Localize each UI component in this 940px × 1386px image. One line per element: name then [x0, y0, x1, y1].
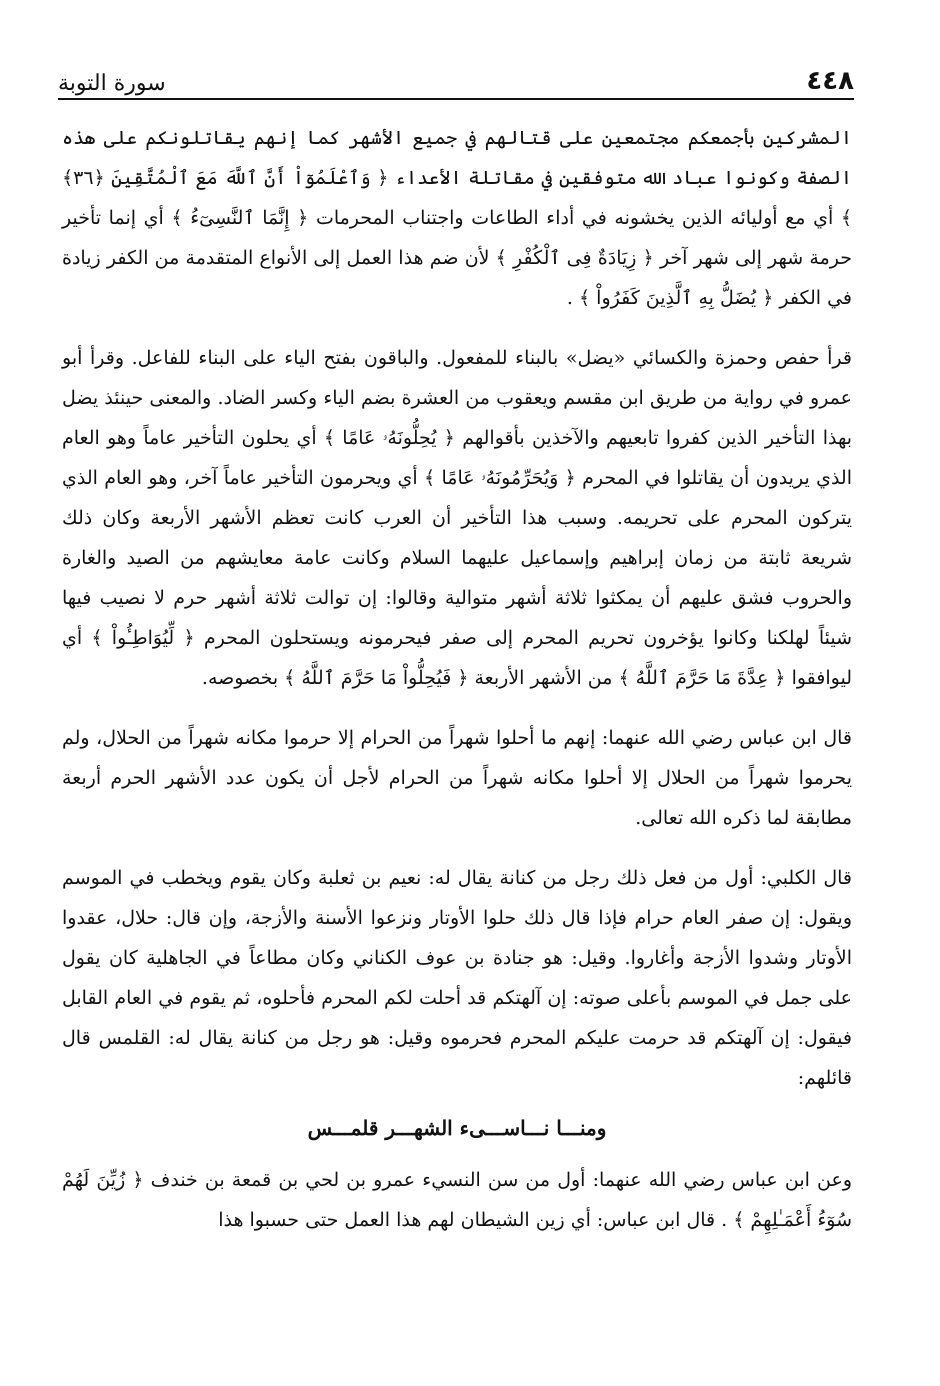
paragraph-ibn-abbas: قال ابن عباس رضي الله عنهما: إنهم ما أحلوا شهراً من الحرام إلا حرموا مكانه شهراً من الحلال، ولم يحرموا شهراً من الحلال إلا أحلوا مكانه شهراً من الحرام لأجل أن يكون عدد الأشهر الحرم أربعة مطابقة لما ذكره الله تعالى.: [62, 727, 852, 829]
poetry-verse: ومنـــا نـــاســـىء الشهـــر قلمـــس: [307, 1116, 607, 1140]
paragraph-gap: [62, 698, 852, 718]
paragraph-final: وعن ابن عباس رضي الله عنهما: أول من سن النسيء عمرو بن لحي بن قمعة بن خندف ﴿ زُيِّنَ لَهُمْ سُوٓءُ أَعْمَـٰلِهِمْ ﴾ . قال ابن عباس: أي زين الشيطان لهم هذا العمل حتى حسبوا هذا: [62, 1169, 852, 1231]
page-body: [62, 118, 852, 1240]
paragraph-gap: [62, 318, 852, 338]
paragraph-gap: [62, 838, 852, 858]
running-title: سورة التوبة: [58, 71, 166, 96]
page-number: ٤٤٨: [806, 66, 854, 96]
page-header: [58, 62, 854, 100]
paragraph-readings: قرأ حفص وحمزة والكسائي «يضل» بالبناء للمفعول. والباقون بفتح الياء على البناء للفاعل. وقرأ أبو عمرو في رواية من طريق ابن مقسم ويعقوب من العشرة بضم الياء وكسر الضاد. والمعنى حينئذ يضل بهذا التأخير الذين كفروا تابعيهم والآخذين بأقوالهم ﴿ يُحِلُّونَهُۥ عَامًا ﴾ أي يحلون التأخير عاماً وهو العام الذي يريدون أن يقاتلوا في المحرم ﴿ وَيُحَرِّمُونَهُۥ عَامًا ﴾ أي ويحرمون التأخير عاماً آخر، وهو العام الذي يتركون المحرم على تحريمه. وسبب هذا التأخير أن العرب كانت تعظم الأشهر الأربعة وكان ذلك شريعة ثابتة من زمان إبراهيم وإسماعيل عليهما السلام وكانت عامة معايشهم من الصيد والغارة والحروب فشق عليهم أن يمكثوا ثلاثة أشهر متوالية وقالوا: إن توالت ثلاثة أشهر حرم لا نصيب فيها شيئاً لهلكنا وكانوا يؤخرون تحريم المحرم إلى صفر فيحرمونه ويستحلون المحرم ﴿ لِّيُوَاطِـُٔواْ ﴾ أي ليوافقوا ﴿ عِدَّةَ مَا حَرَّمَ ٱللَّهُ ﴾ من الأشهر الأربعة ﴿ فَيُحِلُّواْ مَا حَرَّمَ ٱللَّهُ ﴾ بخصوصه.: [62, 347, 852, 689]
paragraph-continuation: المشركين بأجمعكم مجتمعين على قتالهم في جميع الأشهر كما إنهم يقاتلونكم على هذه الصفة وكونوا عباد الله متوفقين في مقاتلة الأعداء ﴿ وَٱعْلَمُوٓاْ أَنَّ ٱللَّهَ مَعَ ٱلْمُتَّقِينَ ﴿٣٦﴾ ﴾ أي مع أوليائه الذين يخشونه في أداء الطاعات واجتناب المحرمات ﴿ إِنَّمَا ٱلنَّسِىٓءُ ﴾ أي إنما تأخير حرمة شهر إلى شهر آخر ﴿ زِيَادَةٌ فِى ٱلْكُفْرِ ﴾ لأن ضم هذا العمل إلى الأنواع المتقدمة من الكفر زيادة في الكفر ﴿ يُضَلُّ بِهِ ٱلَّذِينَ كَفَرُواْ ﴾ .: [62, 127, 852, 309]
paragraph-kalbi: قال الكلبي: أول من فعل ذلك رجل من كنانة يقال له: نعيم بن ثعلبة وكان يقوم ويخطب في الموسم ويقول: إن صفر العام حرام فإذا قال ذلك حلوا الأوتار ونزعوا الأسنة والأزجة، وإن قال: حلال، عقدوا الأوتار وشدوا الأزجة وأغاروا. وقيل: هو جنادة بن عوف الكناني وكان مطاعاً في الجاهلية كان يقول على جمل في الموسم بأعلى صوته: إن آلهتكم قد أحلت لكم المحرم فأحلوه، ثم يقوم في العام القابل فيقول: إن آلهتكم قد حرمت عليكم المحرم فحرموه وقيل: هو رجل من كنانة يقال له: القلمس قال قائلهم:: [62, 867, 852, 1089]
